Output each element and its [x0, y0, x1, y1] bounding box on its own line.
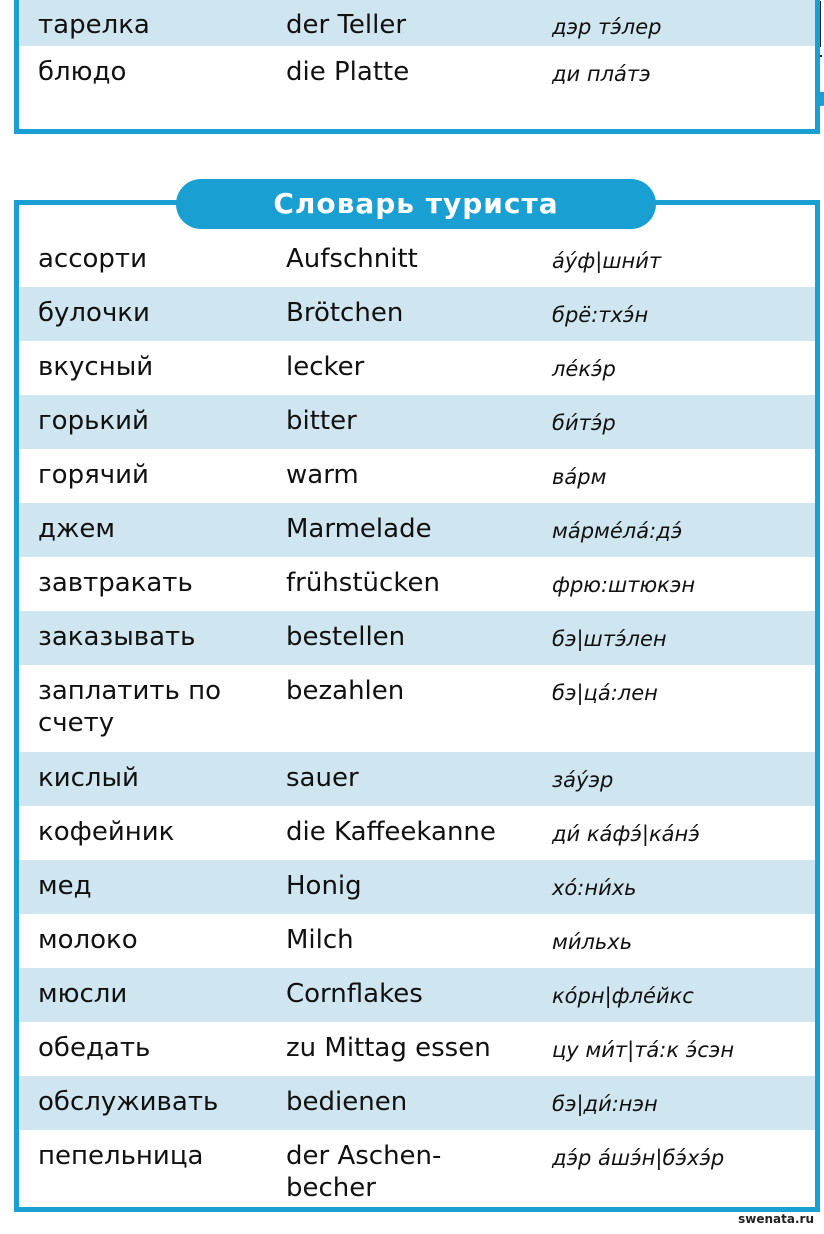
russian-word: завтракать — [38, 568, 193, 598]
transcription: ма́рме́ла́:дэ́ — [552, 519, 683, 543]
table-row — [19, 752, 815, 806]
german-word: die Platte — [286, 57, 410, 87]
transcription: ва́рм — [552, 465, 607, 489]
russian-word: булочки — [38, 298, 150, 328]
table-row — [19, 46, 815, 100]
table-row — [19, 341, 815, 395]
german-word: Cornflakes — [286, 979, 423, 1009]
table-row — [19, 611, 815, 665]
table-row — [19, 806, 815, 860]
table-row — [19, 287, 815, 341]
table-row — [19, 395, 815, 449]
transcription: бэ|ди́:нэн — [552, 1092, 658, 1116]
transcription: бэ|штэ́лен — [552, 627, 667, 651]
transcription: дэр тэ́лер — [552, 15, 662, 39]
transcription: бэ|ца́:лен — [552, 681, 658, 705]
top-vocab-table — [14, 0, 820, 134]
russian-word: джем — [38, 514, 116, 544]
russian-word: обслуживать — [38, 1087, 219, 1117]
german-word: frühstücken — [286, 568, 440, 598]
table-row — [19, 1130, 815, 1217]
transcription: ми́льхь — [552, 930, 633, 954]
german-word: zu Mittag essen — [286, 1033, 491, 1063]
transcription: брё:тхэ́н — [552, 303, 649, 327]
russian-word: вкусный — [38, 352, 154, 382]
table-row — [19, 1022, 815, 1076]
german-word: Aufschnitt — [286, 244, 418, 274]
russian-word: ассорти — [38, 244, 147, 274]
section-title: Словарь туриста — [176, 179, 656, 229]
transcription: ле́кэ́р — [552, 357, 616, 381]
transcription: за́у́эр — [552, 768, 614, 792]
russian-word: тарелка — [38, 10, 150, 40]
transcription: фрю:штюкэн — [552, 573, 696, 597]
table-row — [19, 860, 815, 914]
transcription: а́у́ф|шни́т — [552, 249, 662, 273]
transcription: ди пла́тэ — [552, 62, 651, 86]
transcription: би́тэ́р — [552, 411, 616, 435]
german-word: lecker — [286, 352, 365, 382]
russian-word: горький — [38, 406, 149, 436]
german-word: der Teller — [286, 10, 407, 40]
russian-word: пепельница — [38, 1141, 204, 1171]
russian-word: заплатить по счету — [38, 676, 221, 738]
russian-word: заказывать — [38, 622, 196, 652]
german-word: sauer — [286, 763, 359, 793]
russian-word: мед — [38, 871, 92, 901]
russian-word: блюдо — [38, 57, 127, 87]
table-row — [19, 503, 815, 557]
transcription: хо́:ни́хь — [552, 876, 637, 900]
russian-word: горячий — [38, 460, 149, 490]
german-word: bedienen — [286, 1087, 408, 1117]
russian-word: кофейник — [38, 817, 175, 847]
german-word: Honig — [286, 871, 362, 901]
transcription: ко́рн|фле́йкс — [552, 984, 694, 1008]
transcription: цу ми́т|та́:к э́сэн — [552, 1038, 735, 1062]
table-row — [19, 914, 815, 968]
transcription: ди́ ка́фэ́|ка́нэ́ — [552, 822, 700, 846]
german-word: bitter — [286, 406, 357, 436]
russian-word: обедать — [38, 1033, 151, 1063]
watermark: swenata.ru — [738, 1212, 814, 1226]
german-word: Milch — [286, 925, 354, 955]
main-vocab-table — [14, 200, 820, 1212]
german-word: Brötchen — [286, 298, 404, 328]
table-row — [19, 1076, 815, 1130]
table-row — [19, 968, 815, 1022]
german-word: Marmelade — [286, 514, 432, 544]
german-word: der Aschen- becher — [286, 1141, 442, 1203]
german-word: bezahlen — [286, 676, 405, 706]
russian-word: мюсли — [38, 979, 128, 1009]
table-row — [19, 449, 815, 503]
table-row — [19, 557, 815, 611]
german-word: warm — [286, 460, 359, 490]
table-row — [19, 665, 815, 752]
german-word: die Kaffeekanne — [286, 817, 496, 847]
german-word: bestellen — [286, 622, 406, 652]
table-row — [19, 0, 815, 46]
table-row — [19, 233, 815, 287]
transcription: дэ́р а́шэ́н|бэ́хэ́р — [552, 1146, 725, 1170]
russian-word: кислый — [38, 763, 139, 793]
russian-word: молоко — [38, 925, 138, 955]
